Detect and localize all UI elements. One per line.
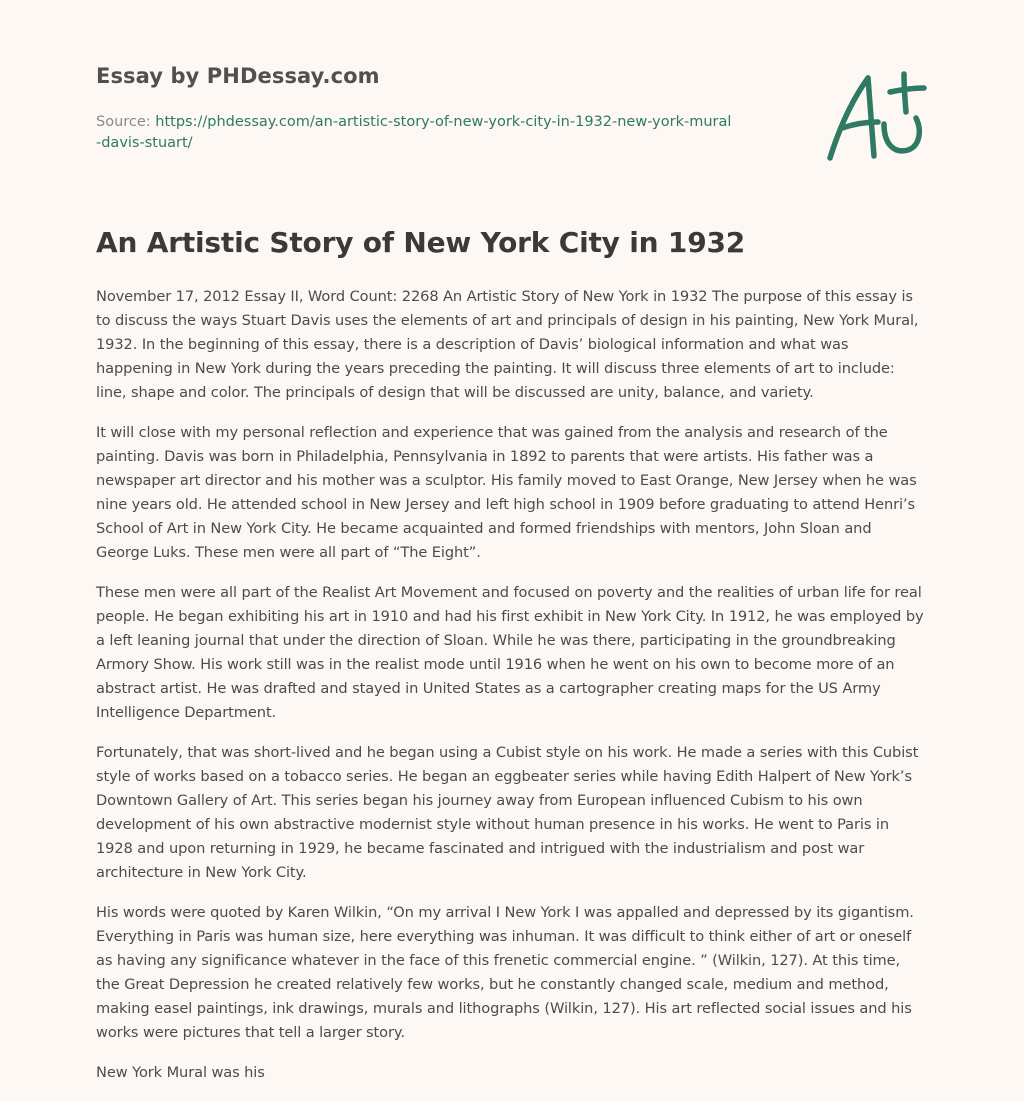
- essay-paragraph: These men were all part of the Realist Art Movement and focused on poverty and the realities of urban life for real people. He began exhibiting his art in 1910 and had his first exhibit in New York City. In 1912, he was employed by a left leaning journal that under the direction of Sloan. While he was there, participating in the groundbreaking Armory Show. His work still was in the realist mode until 1916 when he went on his own to become more of an abstract artist. He was drafted and stayed in United States as a cartographer creating maps for the US Army Intelligence Department.: [96, 584, 924, 721]
- essay-paragraph: November 17, 2012 Essay II, Word Count: 2268 An Artistic Story of New York in 1932 The purpose of this essay is to discuss the ways Stuart Davis uses the elements of art and principals of design in his painting, New York Mural, 1932. In the beginning of this essay, there is a description of Davis’ biological information and what was happening in New York during the years preceding the painting. It will discuss three elements of art to include: line, shape and color. The principals of design that will be discussed are unity, balance, and variety.: [96, 288, 919, 401]
- source-line: [96, 112, 736, 154]
- essay-paragraph: His words were quoted by Karen Wilkin, “On my arrival I New York I was appalled and depressed by its gigantism. Everything in Paris was human size, here everything was inhuman. It was difficult to think either of art or oneself as having any significance whatever in the face of this frenetic commercial engine. ” (Wilkin, 127). At this time, the Great Depression he created relatively few works, but he constantly changed scale, medium and method, making easel paintings, ink drawings, murals and lithographs (Wilkin, 127). His art reflected social issues and his works were pictures that tell a larger story.: [96, 904, 914, 1041]
- a-plus-logo-icon: [818, 66, 930, 166]
- essay-paragraph: Fortunately, that was short-lived and he began using a Cubist style on his work. He made a series with this Cubist style of works based on a tobacco series. He began an eggbeater series while having Edith Halpert of New York’s Downtown Gallery of Art. This series began his journey away from European influenced Cubism to his own development of his own abstractive modernist style without human presence in his works. He went to Paris in 1928 and upon returning in 1929, he became fascinated and intrigued with the industrialism and post war architecture in New York City.: [96, 744, 919, 881]
- essay-title: An Artistic Story of New York City in 1932: [96, 226, 746, 259]
- site-brand: Essay by PHDessay.com: [96, 64, 380, 88]
- essay-paragraph: It will close with my personal reflection and experience that was gained from the analysis and research of the painting. Davis was born in Philadelphia, Pennsylvania in 1892 to parents that were artists. His father was a newspaper art director and his mother was a sculptor. His family moved to East Orange, New Jersey when he was nine years old. He attended school in New Jersey and left high school in 1909 before graduating to attend Henri’s School of Art in New York City. He became acquainted and formed friendships with mentors, John Sloan and George Luks. These men were all part of “The Eight”.: [96, 424, 917, 561]
- essay-paragraph: New York Mural was his: [96, 1064, 265, 1081]
- source-link[interactable]: https://phdessay.com/an-artistic-story-of-new-york-city-in-1932-new-york-mural-davis-stuart/: [96, 114, 732, 151]
- essay-body: [96, 285, 928, 1101]
- source-label: Source:: [96, 114, 151, 130]
